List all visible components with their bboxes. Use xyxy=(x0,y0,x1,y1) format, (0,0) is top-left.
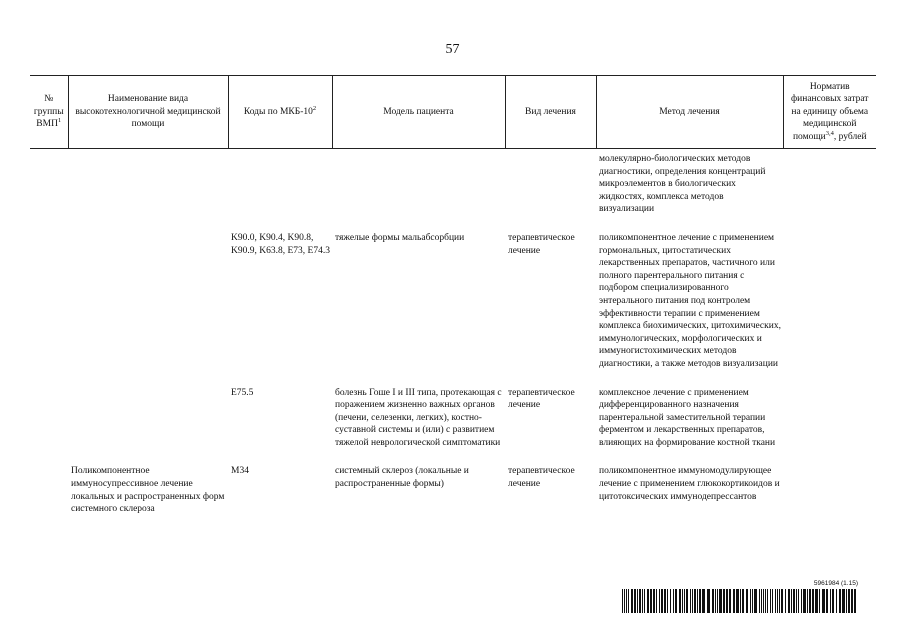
cell-treatment xyxy=(505,149,596,216)
header-icd-codes: Коды по МКБ-$10^2$ xyxy=(228,76,332,149)
table-row xyxy=(30,449,876,515)
cell-group xyxy=(30,216,68,371)
cell-model: тяжелые формы мальабсорбции xyxy=(335,232,465,243)
cell-name xyxy=(68,149,228,216)
cell-name xyxy=(68,371,228,450)
header-treatment-type: Вид лечения xyxy=(505,76,596,149)
cell-method: поликомпонентное иммуномодулирующее лечение с применением глюкокортикоидов и цитотоксических иммунодепрессантов xyxy=(599,466,780,502)
cell-norm xyxy=(783,216,876,371)
header-group-number: № группы ВМП$^1$ xyxy=(30,76,68,149)
cell-norm xyxy=(783,449,876,515)
page-number: 57 xyxy=(445,42,460,57)
cell-codes: K90.0, K90.4, K90.8, K90.9, K63.8, E73, E74.3 xyxy=(231,232,330,256)
cell-group xyxy=(30,149,68,216)
cell-group xyxy=(30,449,68,515)
barcode-bars xyxy=(622,589,858,613)
header-cost-norm: Норматив финансовых затрат на единицу объема медицинской помощи$^{3,4}$, рублей xyxy=(783,76,876,149)
cell-method: поликомпонентное лечение с применением гормональных, цитостатических лекарственных препаратов, частичного или полного парентерального питания с подбором специализированного энтерального питания под контролем эффективности терапии с применением комплекса биохимических, цитохимических, иммунологических, морфологических и иммуногистохимических методов диагностики, а также методов визуализации xyxy=(599,232,781,369)
cell-codes: E75.5 xyxy=(231,387,254,398)
cell-treatment: терапевтическое лечение xyxy=(508,232,575,256)
cell-method: молекулярно-биологических методов диагностики, определения концентраций микроэлементов в биологических жидкостях, комплекса методов визуализации xyxy=(599,154,766,215)
cell-norm xyxy=(783,371,876,450)
table-header-row xyxy=(30,76,876,149)
header-treatment-method: Метод лечения xyxy=(596,76,783,149)
cell-codes xyxy=(228,149,332,216)
vmp-table xyxy=(30,75,876,516)
cell-model: системный склероз (локальные и распространенные формы) xyxy=(335,466,469,490)
barcode-label: 5961984 (1.15) xyxy=(813,580,858,587)
cell-treatment: терапевтическое лечение xyxy=(508,387,575,411)
cell-model xyxy=(332,149,505,216)
cell-name xyxy=(68,216,228,371)
cell-group xyxy=(30,371,68,450)
table-row xyxy=(30,371,876,450)
cell-norm xyxy=(783,149,876,216)
cell-codes: M34 xyxy=(231,466,249,477)
header-patient-model: Модель пациента xyxy=(332,76,505,149)
cell-method: комплексное лечение с применением дифференцированного назначения парентеральной заместительной терапии ферментом и лекарственных препаратов, влияющих на формирование костной ткани xyxy=(599,387,776,448)
table-row xyxy=(30,149,876,216)
header-care-type-name: Наименование вида высокотехнологичной медицинской помощи xyxy=(68,76,228,149)
cell-name: Поликомпонентное иммуносупрессивное лечение локальных и распространенных форм системного склероза xyxy=(71,466,225,515)
table-row xyxy=(30,216,876,371)
cell-treatment: терапевтическое лечение xyxy=(508,466,575,490)
cell-model: болезнь Гоше I и III типа, протекающая с поражением жизненно важных органов (печени, селезенки, легких), костно-суставной системы и (или) с развитием тяжелой неврологической симптоматики xyxy=(335,387,502,448)
barcode xyxy=(622,580,858,614)
